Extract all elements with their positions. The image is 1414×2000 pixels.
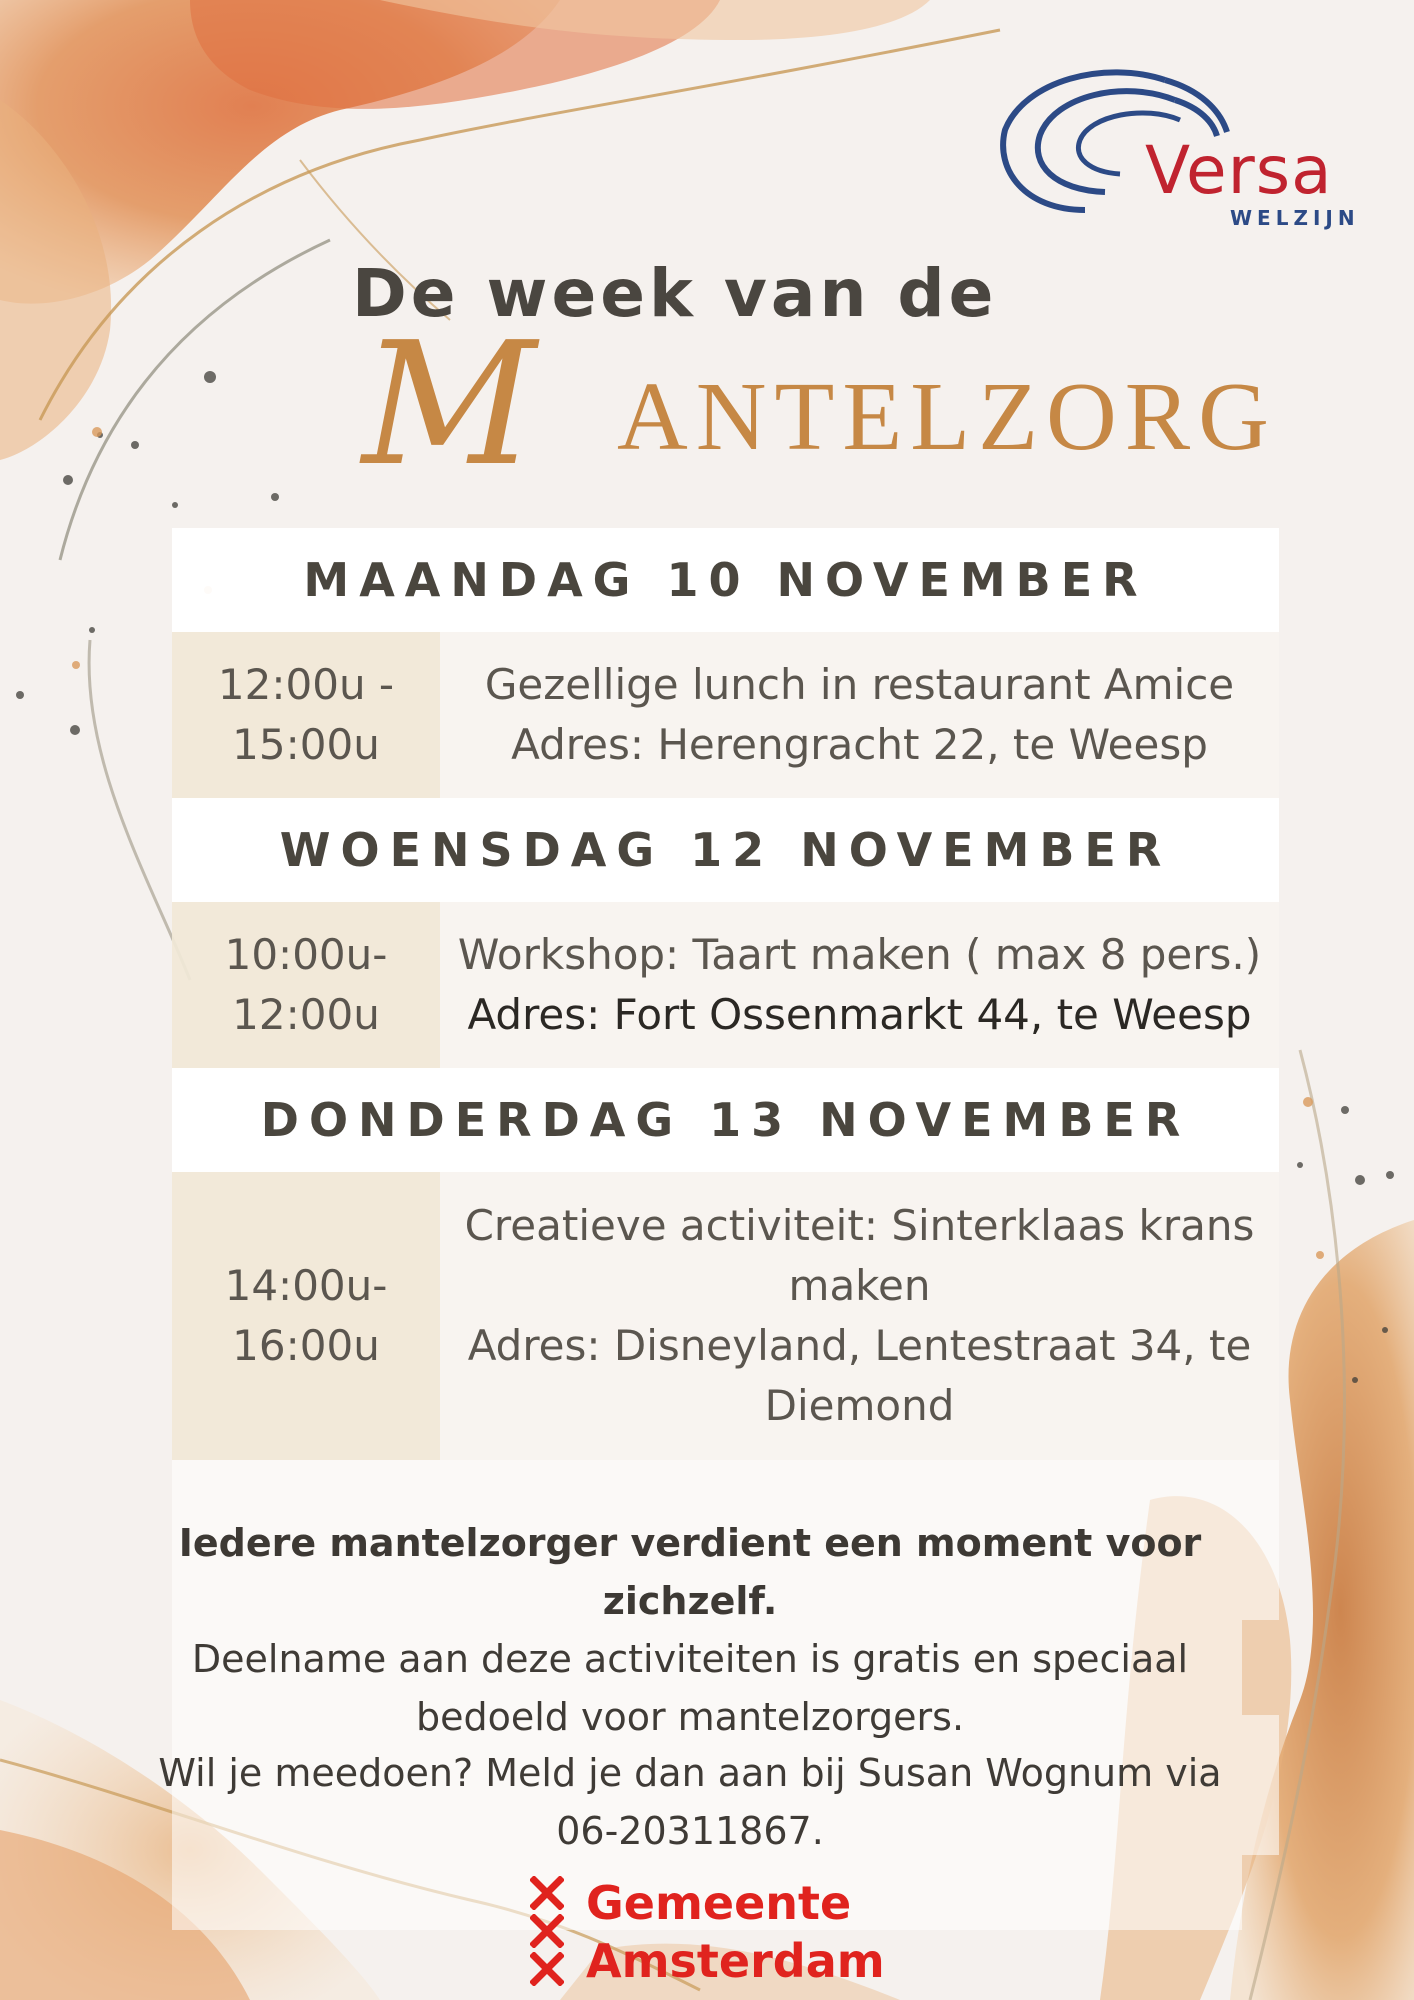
time-end: 15:00u [232,720,380,769]
gemeente-amsterdam-logo [530,1872,910,1992]
andreas-cross-icon [530,1914,564,1948]
time-cell [172,1172,440,1460]
day-header-maandag: MAANDAG 10 NOVEMBER [172,528,1279,632]
description-cell [440,1172,1279,1460]
schedule-row [172,1172,1279,1460]
footer-message [100,1514,1280,1746]
schedule-table [172,528,1279,1460]
schedule-row [172,902,1279,1068]
versa-brand-name: Versa [1145,132,1333,209]
title-rest: ANTELZORG [617,363,1277,471]
activity-text: Gezellige lunch in restaurant Amice [484,660,1235,709]
title-initial: M [362,306,537,504]
address-text: Adres: Disneyland, Lentestraat 34, te [467,1321,1252,1370]
time-end: 16:00u [232,1321,380,1370]
page-title-line2 [362,306,1277,504]
address-text: Adres: Herengracht 22, te Weesp [511,720,1208,769]
footer-line: bedoeld voor mantelzorgers. [415,1695,965,1739]
time-cell [172,632,440,798]
page-title-line1: De week van de [352,255,998,332]
address-text: Adres: Fort Ossenmarkt 44, te Weesp [467,990,1252,1039]
phone-number: 06-20311867. [556,1809,824,1853]
activity-text-cont: maken [788,1261,931,1310]
day-header-woensdag: WOENSDAG 12 NOVEMBER [172,798,1279,902]
activity-text: Workshop: Taart maken ( max 8 pers.) [457,930,1262,979]
contact-line: Wil je meedoen? Meld je dan aan bij Susan Wognum via [158,1751,1222,1795]
time-cell [172,902,440,1068]
footer-contact [100,1744,1280,1860]
versa-logo [995,60,1375,240]
andreas-cross-icon [530,1876,564,1910]
time-start: 10:00u- [224,930,388,979]
andreas-cross-icon [530,1952,564,1986]
footer-bold-line: Iedere mantelzorger verdient een moment voor zichzelf. [178,1521,1202,1623]
activity-text: Creatieve activiteit: Sinterklaas krans [464,1201,1255,1250]
gemeente-word: Gemeente [586,1876,852,1930]
versa-subtitle: WELZIJN [1230,206,1360,230]
time-start: 14:00u- [224,1261,388,1310]
time-end: 12:00u [232,990,380,1039]
schedule-row [172,632,1279,798]
address-text-cont: Diemond [764,1381,955,1430]
time-start: 12:00u - [217,660,395,709]
amsterdam-word: Amsterdam [586,1934,885,1988]
footer-line: Deelname aan deze activiteiten is gratis en speciaal [191,1637,1189,1681]
description-cell [440,632,1279,798]
day-header-donderdag: DONDERDAG 13 NOVEMBER [172,1068,1279,1172]
description-cell [440,902,1279,1068]
